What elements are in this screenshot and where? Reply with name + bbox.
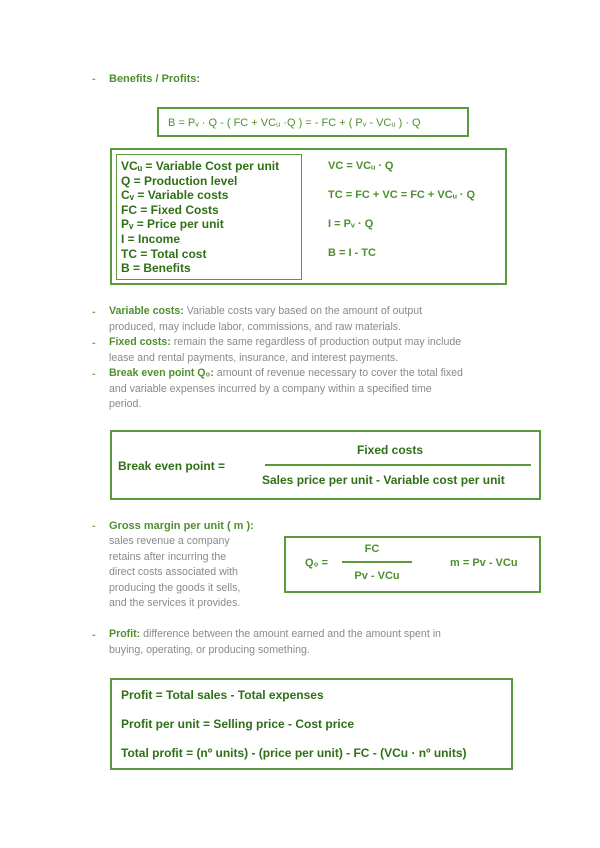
benefits-formula: B = Pᵥ · Q - ( FC + VCᵤ ·Q ) = - FC + ( Pᵥ - VCᵤ ) · Q xyxy=(168,117,421,129)
profit-item xyxy=(109,627,529,658)
margin-formula: m = Pv - VCu xyxy=(450,557,518,569)
profit-per-unit-formula: Profit per unit = Selling price - Cost price xyxy=(121,717,355,731)
q0-numerator: FC xyxy=(364,543,380,555)
definitions-inner-box xyxy=(116,154,302,280)
gross-margin-line: retains after incurring the xyxy=(109,550,227,563)
definition-item: FC = Fixed Costs xyxy=(121,202,219,217)
break-even-text: period. xyxy=(109,398,142,411)
fixed-costs-text: lease and rental payments, insurance, and interest payments. xyxy=(109,351,399,364)
fixed-costs-item xyxy=(109,335,529,366)
break-even-fraction-bar xyxy=(265,464,531,466)
break-even-text: and variable expenses incurred by a company within a specified time xyxy=(109,382,432,395)
definition-item: Pᵥ = Price per unit xyxy=(121,217,224,232)
definition-item: VCᵤ = Variable Cost per unit xyxy=(121,159,280,173)
variable-costs-text: Variable costs vary based on the amount of output xyxy=(183,305,423,317)
total-profit-formula: Total profit = (nº units) - (price per unit) - FC - (VCu · nº units) xyxy=(121,746,467,760)
break-even-numerator: Fixed costs xyxy=(356,443,424,457)
definition-item: TC = Total cost xyxy=(121,246,207,261)
bullet-profit: - xyxy=(92,629,96,641)
bullet-fixed: - xyxy=(92,337,96,349)
variable-costs-term: Variable costs: xyxy=(109,305,184,317)
break-even-denominator: Sales price per unit - Variable cost per unit xyxy=(262,473,505,487)
definitions-box xyxy=(110,148,507,285)
break-even-item xyxy=(109,366,529,413)
bullet-gross-margin: - xyxy=(92,520,96,532)
definition-item: Cᵥ = Variable costs xyxy=(121,188,229,203)
gross-margin-line: sales revenue a company xyxy=(109,535,230,547)
break-even-box xyxy=(110,430,541,500)
bullet-variable: - xyxy=(92,306,96,318)
definitions-list xyxy=(121,159,279,276)
gross-margin-text xyxy=(109,534,240,612)
relation-i: I = Pᵥ · Q xyxy=(328,218,374,230)
fixed-costs-text: remain the same regardless of production output may include xyxy=(170,336,462,348)
break-even-text: amount of revenue necessary to cover the total fixed xyxy=(213,367,463,379)
gross-margin-line: direct costs associated with xyxy=(109,566,238,579)
relation-vc: VC = VCᵤ · Q xyxy=(328,160,394,172)
q0-denominator: Pv - VCu xyxy=(354,570,400,582)
gross-margin-box xyxy=(284,536,541,593)
profit-text: buying, operating, or producing something. xyxy=(109,643,310,656)
gross-margin-line: and the services it provides. xyxy=(109,597,241,610)
bullet-benefits: - xyxy=(92,73,96,85)
break-even-term: Break even point Q₀: xyxy=(109,367,214,379)
q0-fraction-bar xyxy=(342,561,412,563)
profit-text: difference between the amount earned and the amount spent in xyxy=(140,628,441,640)
profit-box xyxy=(110,678,513,770)
variable-costs-text: produced, may include labor, commissions, and raw materials. xyxy=(109,320,402,333)
relation-tc: TC = FC + VC = FC + VCᵤ · Q xyxy=(328,189,476,201)
benefits-formula-box xyxy=(157,107,469,137)
bullet-break-even: - xyxy=(92,368,96,380)
break-even-label: Break even point = xyxy=(118,459,226,473)
gross-margin-heading: Gross margin per unit ( m ): xyxy=(109,520,254,532)
fixed-costs-term: Fixed costs: xyxy=(109,336,171,348)
q0-label: Q₀ = xyxy=(305,557,328,569)
definition-item: Q = Production level xyxy=(121,173,238,188)
gross-margin-line: producing the goods it sells, xyxy=(109,581,241,594)
definition-item: B = Benefits xyxy=(121,261,191,276)
definition-item: I = Income xyxy=(121,231,181,246)
profit-term: Profit: xyxy=(109,628,141,640)
relation-b: B = I - TC xyxy=(328,247,376,259)
heading-benefits: Benefits / Profits: xyxy=(109,73,201,85)
profit-formula: Profit = Total sales - Total expenses xyxy=(121,688,324,702)
variable-costs-item xyxy=(109,304,509,335)
